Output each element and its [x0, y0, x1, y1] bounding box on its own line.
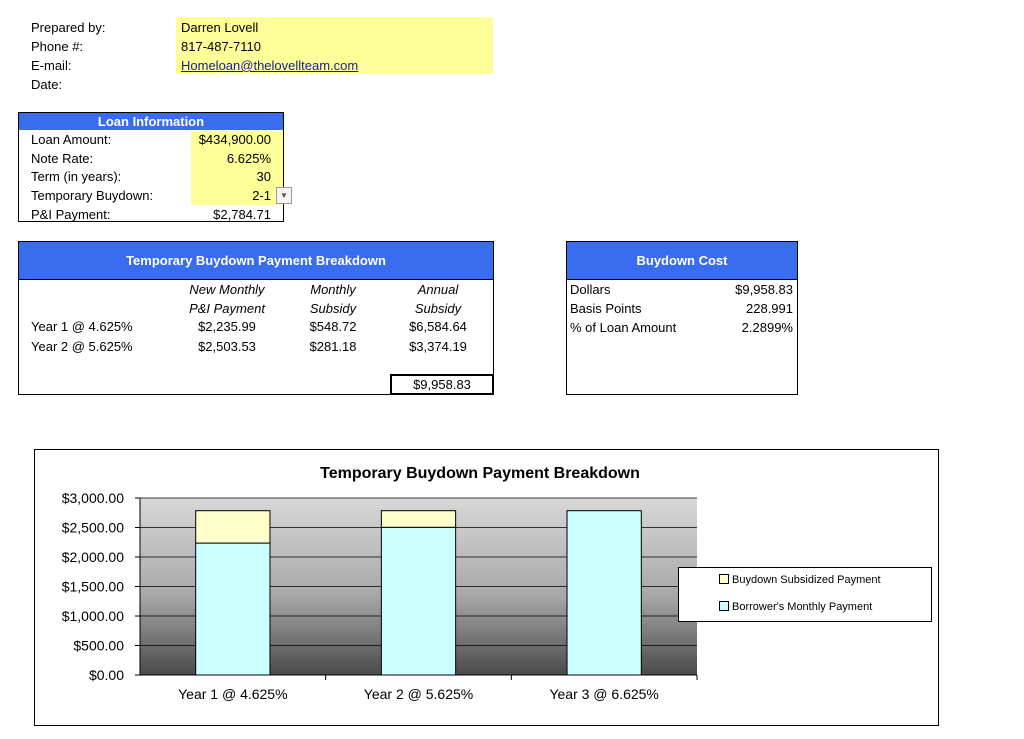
email-link[interactable]: Homeloan@thelovellteam.com: [181, 58, 359, 73]
phone-value[interactable]: 817-487-7110: [181, 39, 261, 54]
loan-information-title: Loan Information: [19, 113, 283, 130]
col-annual-subsidy-line2: Subsidy: [414, 301, 462, 316]
pi-payment-label: P&I Payment:: [31, 207, 111, 222]
y-tick-label: $2,500.00: [61, 519, 124, 536]
cost-basis-points-value: 228.991: [746, 301, 793, 316]
email-label: E-mail:: [31, 58, 72, 73]
cost-percent-value: 2.2899%: [741, 320, 793, 335]
y-tick-label: $1,500.00: [61, 578, 124, 595]
term-value[interactable]: 30: [256, 169, 271, 184]
cost-basis-points-label: Basis Points: [570, 301, 642, 316]
note-rate-label: Note Rate:: [31, 151, 94, 166]
note-rate-value[interactable]: 6.625%: [226, 151, 271, 166]
legend-item-subsidy: [719, 573, 881, 587]
prepared-by-label: Prepared by:: [31, 20, 106, 35]
y-tick-label: $0.00: [88, 667, 124, 683]
legend-swatch-borrower: [719, 601, 729, 611]
term-label: Term (in years):: [31, 169, 122, 184]
legend-item-borrower: [719, 600, 872, 614]
bar-borrower-payment: [196, 543, 270, 675]
bar-borrower-payment: [381, 527, 455, 675]
bar-subsidy: [381, 511, 455, 528]
temporary-buydown-label: Temporary Buydown:: [31, 188, 154, 203]
col-new-monthly-line2: P&I Payment: [189, 301, 265, 316]
prepared-by-value[interactable]: Darren Lovell: [181, 20, 259, 35]
buydown-cost-title: Buydown Cost: [567, 242, 797, 280]
y-tick-label: $1,000.00: [61, 608, 124, 624]
legend-swatch-subsidy: [719, 574, 729, 584]
chart-legend[interactable]: [678, 567, 932, 622]
col-annual-subsidy-line1: Annual: [417, 282, 459, 297]
col-new-monthly-line1: New Monthly: [189, 282, 265, 297]
loan-amount-value[interactable]: $434,900.00: [198, 132, 271, 147]
legend-label-borrower: Borrower's Monthly Payment: [732, 601, 873, 613]
col-monthly-subsidy-line2: Subsidy: [309, 301, 357, 316]
bar-subsidy: [196, 511, 270, 543]
year1-label: Year 1 @ 4.625%: [31, 319, 133, 334]
cost-dollars-label: Dollars: [570, 282, 611, 297]
year2-label: Year 2 @ 5.625%: [31, 339, 133, 354]
year2-payment: $2,503.53: [198, 339, 256, 354]
col-monthly-subsidy-line1: Monthly: [310, 282, 356, 297]
x-tick-label: Year 1 @ 4.625%: [178, 686, 288, 702]
y-tick-label: $500.00: [73, 637, 124, 654]
legend-label-subsidy: Buydown Subsidized Payment: [732, 574, 881, 586]
loan-amount-label: Loan Amount:: [31, 132, 112, 147]
year2-monthly-subsidy: $281.18: [309, 339, 357, 354]
chevron-down-icon: ▼: [280, 191, 288, 200]
year1-payment: $2,235.99: [198, 319, 256, 334]
year1-monthly-subsidy: $548.72: [309, 319, 357, 334]
bar-borrower-payment: [567, 511, 641, 675]
x-tick-label: Year 3 @ 6.625%: [549, 686, 659, 702]
date-label: Date:: [31, 77, 63, 92]
x-tick-label: Year 2 @ 5.625%: [363, 686, 474, 702]
breakdown-title: Temporary Buydown Payment Breakdown: [19, 242, 493, 280]
y-tick-label: $3,000.00: [61, 490, 124, 506]
pi-payment-value: $2,784.71: [213, 207, 271, 222]
temporary-buydown-value[interactable]: 2-1: [252, 188, 271, 203]
cost-percent-label: % of Loan Amount: [570, 320, 677, 335]
total-subsidy: $9,958.83: [390, 374, 494, 395]
cost-dollars-value: $9,958.83: [735, 282, 793, 297]
y-tick-label: $2,000.00: [61, 549, 124, 565]
year1-annual-subsidy: $6,584.64: [409, 319, 467, 334]
year2-annual-subsidy: $3,374.19: [409, 339, 467, 354]
chart-title: Temporary Buydown Payment Breakdown: [320, 465, 640, 482]
phone-label: Phone #:: [31, 39, 84, 54]
